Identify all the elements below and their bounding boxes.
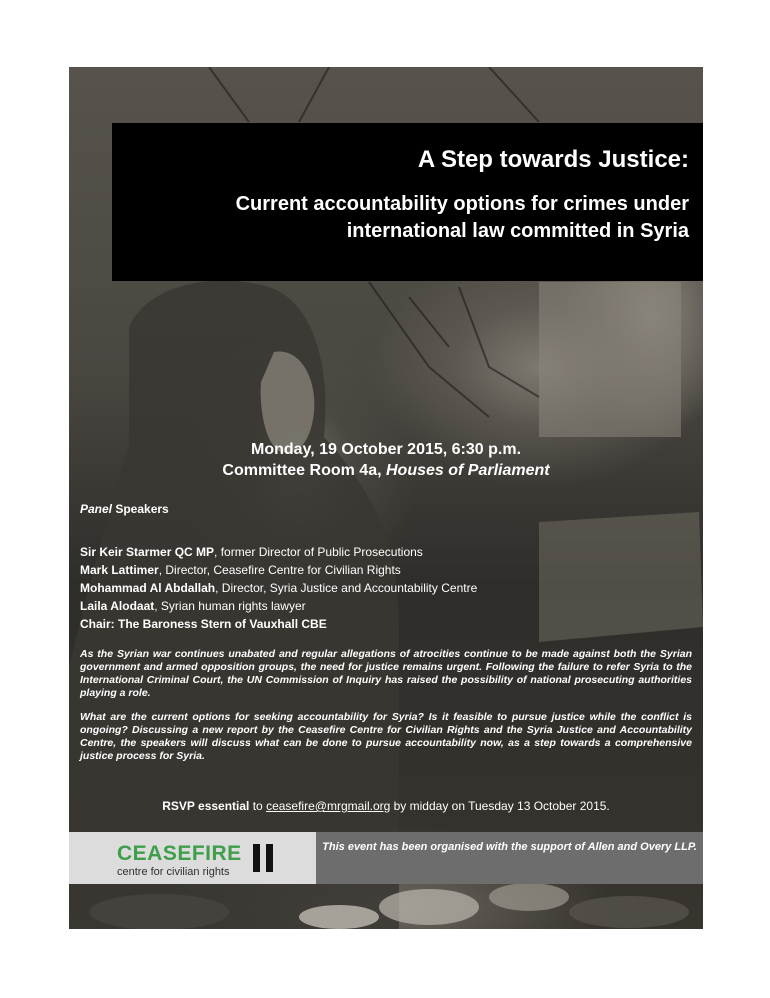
rsvp-emphasis: RSVP essential — [162, 799, 250, 813]
speaker-item — [80, 543, 680, 561]
sponsor-box — [316, 832, 703, 884]
speaker-role: , former Director of Public Prosecutions — [214, 545, 423, 559]
panel-heading-first: Panel — [80, 502, 113, 516]
speaker-name: Mark Lattimer — [80, 563, 159, 577]
rsvp-deadline: by midday on Tuesday 13 October 2015. — [390, 799, 610, 813]
speaker-name: Mohammad Al Abdallah — [80, 581, 216, 595]
rsvp-to: to — [249, 799, 267, 813]
event-date-time: Monday, 19 October 2015, 6:30 p.m. — [250, 441, 522, 458]
venue-place: Houses of Parliament — [385, 462, 550, 479]
poster-title: A Step towards Justice: — [417, 146, 689, 173]
rsvp-email-link[interactable]: ceasefire@mrgmail.org — [266, 799, 391, 813]
logo-bar-left — [253, 844, 260, 872]
speaker-item — [80, 561, 680, 579]
poster-subtitle: Current accountability options for crimes under international law committed in Syria — [235, 193, 689, 242]
speaker-list — [80, 543, 680, 633]
speaker-role: , Director, Syria Justice and Accountability Centre — [215, 581, 478, 595]
speaker-role: , Director, Ceasefire Centre for Civilian Rights — [158, 563, 401, 577]
event-venue — [69, 460, 703, 481]
description-paragraph: As the Syrian war continues unabated and regular allegations of atrocities continue to be made against both the Syrian government and armed opposition groups, the need for justice remains urgent. Following the failure to refer Syria to the International Criminal Court, the UN Commission of Inquiry has raised the possibility of national prosecuting authorities playing a role. — [80, 648, 692, 699]
ceasefire-logo — [69, 832, 316, 884]
gravestone-shape — [539, 282, 681, 437]
speaker-item — [80, 615, 680, 633]
footer — [69, 832, 703, 884]
description-paragraph: What are the current options for seeking accountability for Syria? Is it feasible to pursue justice while the conflict is ongoing? Discussing a new report by the Ceasefire Centre for Civilian Rights and the Syria Justice and Accountability Centre, the speakers will discuss what can be done to pursue accountability now, as a step towards a comprehensive justice process for Syria. — [80, 711, 692, 762]
panel-heading — [80, 502, 169, 516]
venue-room: Committee Room 4a, — [222, 462, 386, 479]
sponsor-note: This event has been organised with the support of Allen and Overy LLP. — [322, 841, 697, 853]
speaker-name: Laila Alodaat — [80, 599, 155, 613]
speaker-role: , Syrian human rights lawyer — [154, 599, 306, 613]
chair-name: Chair: The Baroness Stern of Vauxhall CBE — [80, 617, 327, 631]
panel-heading-second: Speakers — [112, 502, 169, 516]
poster — [69, 67, 703, 929]
event-info — [69, 439, 703, 481]
speaker-item — [80, 597, 680, 615]
speaker-item — [80, 579, 680, 597]
logo-name: CEASEFIRE — [117, 842, 242, 865]
rsvp-line — [69, 799, 703, 813]
speaker-name: Sir Keir Starmer QC MP — [80, 545, 215, 559]
logo-bar-right — [266, 844, 273, 872]
title-banner — [112, 123, 703, 281]
logo-tagline: centre for civilian rights — [117, 866, 230, 878]
